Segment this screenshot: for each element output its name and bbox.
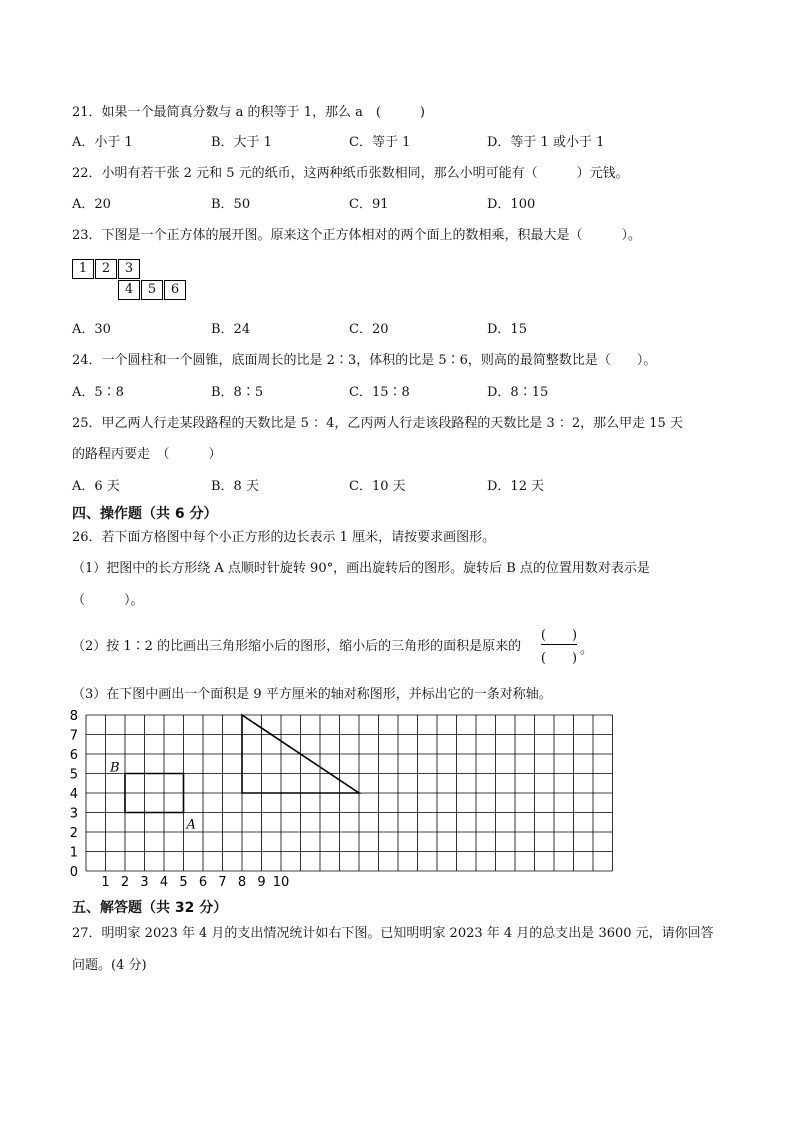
x-tick-label: 8 <box>237 875 247 890</box>
question-27-text-line1: 27．明明家 2023 年 4 月的支出情况统计如右下图。已知明明家 2023 年 4 月的总支出是 3600 元，请你回答 <box>72 926 714 941</box>
question-22-text: 22．小明有若干张 2 元和 5 元的纸币，这两种纸币张数相同，那么小明可能有（ ）元钱。 <box>72 166 629 181</box>
question-24-text: 24．一个圆柱和一个圆锥，底面周长的比是 2∶3，体积的比是 5∶6，则高的最简整数比是（ ）。 <box>72 353 657 368</box>
x-tick-label: 10 <box>272 875 290 890</box>
x-tick-label: 2 <box>120 875 130 890</box>
option-d: D．100 <box>487 197 536 212</box>
net-face: 5 <box>141 280 163 300</box>
option-b: B．大于 1 <box>211 135 272 150</box>
option-b: B．50 <box>211 197 251 212</box>
option-a: A．20 <box>72 197 111 212</box>
y-tick-label: 5 <box>69 767 78 783</box>
question-26-part2: （2）按 1∶2 的比画出三角形缩小后的图形，缩小后的三角形的面积是原来的 <box>72 639 522 654</box>
option-c: C．15∶8 <box>349 385 410 400</box>
option-c: C．等于 1 <box>349 135 411 150</box>
x-tick-label: 9 <box>257 875 266 890</box>
section-5-heading: 五、解答题（共 32 分） <box>72 900 228 916</box>
net-face: 1 <box>72 259 94 279</box>
option-a: A．30 <box>72 322 111 337</box>
option-a: A．5∶8 <box>72 385 124 400</box>
option-b: B．8 天 <box>211 479 259 494</box>
option-b: B．8∶5 <box>211 385 264 400</box>
option-d: D．8∶15 <box>487 385 549 400</box>
fraction-tail: 。 <box>580 642 594 657</box>
point-a-label: A <box>186 817 196 833</box>
option-d: D．15 <box>487 322 527 337</box>
x-tick-label: 1 <box>101 875 110 890</box>
question-27-text-line2: 问题。(4 分) <box>72 958 147 973</box>
net-face: 6 <box>164 280 186 300</box>
y-tick-label: 1 <box>69 845 78 861</box>
net-face: 4 <box>118 280 140 300</box>
x-tick-label: 7 <box>218 875 227 890</box>
option-d: D．等于 1 或小于 1 <box>487 135 605 150</box>
option-d: D．12 天 <box>487 479 545 494</box>
question-26-text: 26．若下面方格图中每个小正方形的边长表示 1 厘米，请按要求画图形。 <box>72 530 496 545</box>
y-tick-label: 8 <box>69 709 78 724</box>
question-25-text-line1: 25．甲乙两人行走某段路程的天数比是 5 ：4，乙丙两人行走该段路程的天数比是 3 ：2，那么甲走 15 天 <box>72 416 683 431</box>
fraction-denominator: ( ) <box>540 651 578 666</box>
question-25-text-line2: 的路程丙要走 （ ） <box>72 447 222 462</box>
option-c: C．10 天 <box>349 479 406 494</box>
option-c: C．20 <box>349 322 389 337</box>
fraction-numerator: ( ) <box>540 628 578 643</box>
option-b: B．24 <box>211 322 251 337</box>
point-b-label: B <box>110 760 120 776</box>
question-26-part1-line2: （ ）。 <box>72 593 144 608</box>
x-tick-label: 5 <box>179 875 188 890</box>
y-tick-label: 6 <box>69 748 78 763</box>
question-26-part1-line1: （1）把图中的长方形绕 A 点顺时针旋转 90°，画出旋转后的图形。旋转后 B 点的位置用数对表示是 <box>72 561 650 576</box>
net-face: 2 <box>95 259 117 279</box>
x-tick-label: 6 <box>198 875 208 890</box>
question-26-part3: （3）在下图中画出一个面积是 9 平方厘米的轴对称图形，并标出它的一条对称轴。 <box>72 687 552 702</box>
option-a: A．小于 1 <box>72 135 133 150</box>
x-tick-label: 3 <box>140 875 149 890</box>
y-tick-label: 4 <box>69 787 78 802</box>
question-21-text: 21．如果一个最简真分数与 a 的积等于 1，那么 a ( ) <box>72 105 425 120</box>
y-tick-label: 7 <box>69 728 78 744</box>
section-4-heading: 四、操作题（共 6 分） <box>72 506 218 522</box>
option-c: C．91 <box>349 197 389 212</box>
y-tick-label: 0 <box>69 865 78 880</box>
y-tick-label: 2 <box>69 826 78 841</box>
question-23-text: 23．下图是一个正方体的展开图。原来这个正方体相对的两个面上的数相乘，积最大是（ ）。 <box>72 228 642 243</box>
y-tick-label: 3 <box>69 806 78 822</box>
option-a: A．6 天 <box>72 479 120 494</box>
net-face: 3 <box>118 259 140 279</box>
x-tick-label: 4 <box>159 875 169 890</box>
